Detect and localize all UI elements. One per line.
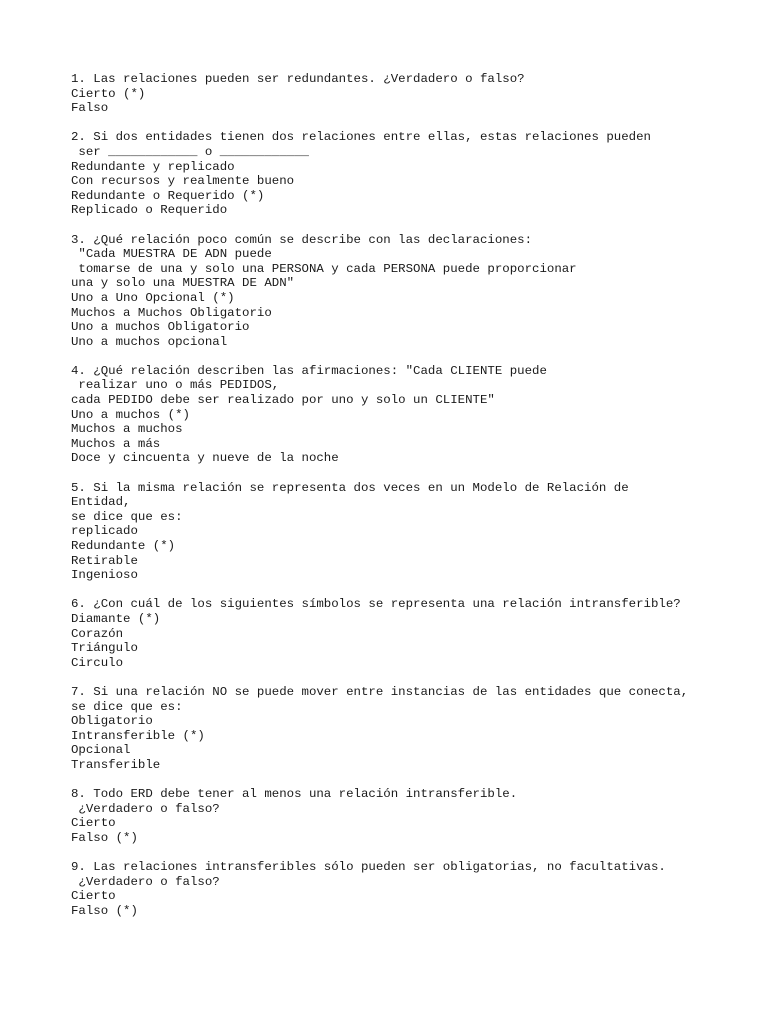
- question-7: [71, 685, 731, 773]
- question-text-continued: se dice que es:: [71, 509, 183, 524]
- question-9: [71, 860, 731, 918]
- answer-option: Uno a muchos (*): [71, 407, 190, 422]
- question-text-continued: tomarse de una y solo una PERSONA y cada PERSONA puede proporcionar: [71, 261, 577, 276]
- question-6: [71, 597, 731, 670]
- answer-option: Muchos a muchos: [71, 422, 183, 437]
- question-text-continued: ser ____________ o ____________: [71, 144, 309, 159]
- answer-option: Transferible: [71, 757, 161, 772]
- answer-option: Obligatorio: [71, 714, 153, 729]
- question-text: 1. Las relaciones pueden ser redundantes. ¿Verdadero o falso?: [71, 72, 525, 86]
- question-text-continued: realizar uno o más PEDIDOS,: [71, 378, 280, 393]
- question-text: 9. Las relaciones intransferibles sólo pueden ser obligatorias, no facultativas.: [71, 860, 666, 875]
- answer-option: Muchos a Muchos Obligatorio: [71, 305, 272, 320]
- question-text: 6. ¿Con cuál de los siguientes símbolos se representa una relación intransferible?: [71, 597, 681, 612]
- answer-option: Uno a muchos Obligatorio: [71, 320, 250, 335]
- question-4: [71, 364, 731, 466]
- answer-option: Con recursos y realmente bueno: [71, 174, 295, 189]
- question-text-continued: cada PEDIDO debe ser realizado por uno y solo un CLIENTE": [71, 393, 495, 408]
- question-8: [71, 787, 731, 845]
- question-text: 7. Si una relación NO se puede mover entre instancias de las entidades que conecta,: [71, 684, 689, 699]
- answer-option: Intransferible (*): [71, 728, 205, 743]
- question-text-continued: Entidad,: [71, 495, 131, 510]
- answer-option: Cierto: [71, 889, 116, 904]
- question-text-continued: ¿Verdadero o falso?: [71, 801, 220, 816]
- question-1: [71, 72, 731, 116]
- answer-option: Opcional: [71, 743, 131, 758]
- question-text-continued: "Cada MUESTRA DE ADN puede: [71, 247, 272, 262]
- answer-option: Redundante (*): [71, 539, 176, 553]
- question-text: 4. ¿Qué relación describen las afirmaciones: "Cada CLIENTE puede: [71, 363, 547, 378]
- answer-option: Replicado o Requerido: [71, 203, 228, 218]
- question-3: [71, 233, 731, 350]
- answer-option: Corazón: [71, 626, 124, 641]
- answer-option: Redundante y replicado: [71, 159, 235, 174]
- answer-option: Doce y cincuenta y nueve de la noche: [71, 451, 339, 466]
- quiz-document: [71, 72, 731, 933]
- answer-option: Falso (*): [71, 903, 138, 918]
- answer-option: Falso: [71, 101, 109, 116]
- answer-option: Falso (*): [71, 830, 138, 845]
- answer-option: Muchos a más: [71, 436, 161, 451]
- question-text-continued: se dice que es:: [71, 699, 183, 714]
- answer-option: Cierto (*): [71, 86, 146, 101]
- answer-option: Cierto: [71, 816, 116, 831]
- question-text: 2. Si dos entidades tienen dos relaciones entre ellas, estas relaciones pueden: [71, 130, 651, 145]
- answer-option: Uno a Uno Opcional (*): [71, 290, 235, 305]
- answer-option: Redundante o Requerido (*): [71, 188, 265, 203]
- question-5: [71, 481, 731, 583]
- answer-option: Triángulo: [71, 641, 138, 656]
- answer-option: replicado: [71, 524, 138, 539]
- question-text-continued: una y solo una MUESTRA DE ADN": [71, 276, 295, 291]
- answer-option: Circulo: [71, 655, 124, 670]
- answer-option: Ingenioso: [71, 568, 138, 583]
- answer-option: Uno a muchos opcional: [71, 334, 228, 349]
- answer-option: Retirable: [71, 553, 138, 568]
- answer-option: Diamante (*): [71, 611, 161, 626]
- question-text: 5. Si la misma relación se representa dos veces en un Modelo de Relación de: [71, 480, 629, 495]
- question-text: 8. Todo ERD debe tener al menos una relación intransferible.: [71, 787, 518, 802]
- question-text: 3. ¿Qué relación poco común se describe con las declaraciones:: [71, 232, 533, 247]
- question-text-continued: ¿Verdadero o falso?: [71, 874, 220, 889]
- question-2: [71, 130, 731, 218]
